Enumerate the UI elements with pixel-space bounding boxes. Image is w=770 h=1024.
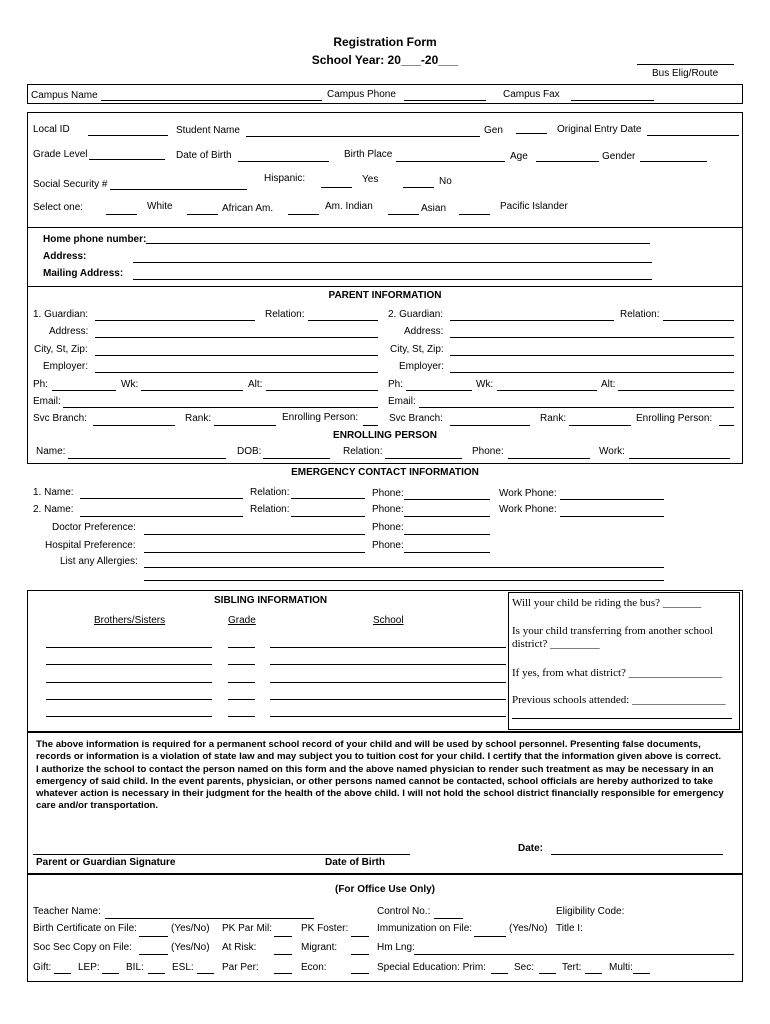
parent2-email-label: Email:: [388, 396, 416, 407]
campus-name-field[interactable]: [101, 100, 322, 101]
sibling-col-names: Brothers/Sisters: [94, 615, 166, 626]
allergies-label: List any Allergies:: [60, 556, 138, 567]
enrolling-name-field[interactable]: [68, 458, 226, 459]
emergency-relation1-field[interactable]: [291, 498, 365, 499]
emergency-relation2-label: Relation:: [250, 504, 290, 515]
original-entry-label: Original Entry Date: [557, 124, 642, 135]
lep-label: LEP:: [78, 962, 100, 973]
teacher-field[interactable]: [105, 918, 314, 919]
parent2-svc-field[interactable]: [450, 425, 530, 426]
hospital-phone-field[interactable]: [404, 552, 490, 553]
home-phone-label: Home phone number:: [43, 234, 147, 245]
campus-name-label: Campus Name: [31, 90, 98, 101]
doctor-label: Doctor Preference:: [52, 522, 136, 533]
gender-field[interactable]: [640, 161, 707, 162]
sibling-school-field-3[interactable]: [270, 682, 506, 683]
parent2-rank-field[interactable]: [569, 425, 631, 426]
previous-schools-question: Previous schools attended: _________________: [512, 694, 726, 706]
hospital-field[interactable]: [144, 552, 365, 553]
date-label: Date:: [518, 843, 544, 854]
pk-foster-field[interactable]: [351, 936, 369, 937]
campus-fax-label: Campus Fax: [503, 89, 560, 100]
date-of-birth-label: Date of Birth: [325, 857, 385, 868]
ssn-label: Social Security #: [33, 179, 108, 190]
emergency-phone2-field[interactable]: [404, 516, 490, 517]
address-field[interactable]: [133, 262, 652, 263]
immunization-field[interactable]: [474, 936, 506, 937]
parent2-address-label: Address:: [404, 326, 444, 337]
hispanic-yes-field[interactable]: [321, 187, 352, 188]
teacher-label: Teacher Name:: [33, 906, 101, 917]
age-label: Age: [510, 151, 528, 162]
sibling-name-field-3[interactable]: [46, 682, 212, 683]
allergies-field-1[interactable]: [144, 567, 664, 568]
enrolling-relation-field[interactable]: [385, 458, 462, 459]
emergency-work2-field[interactable]: [560, 516, 664, 517]
parent1-rank-field[interactable]: [214, 425, 276, 426]
pk-par-mil-label: PK Par Mil:: [222, 923, 273, 934]
emergency-name2-label: 2. Name:: [33, 504, 74, 515]
sibling-school-field-5[interactable]: [270, 716, 506, 717]
emergency-work2-label: Work Phone:: [499, 504, 557, 515]
student-name-field[interactable]: [246, 136, 480, 137]
enrolling-work-label: Work:: [599, 446, 625, 457]
enrolling-relation-label: Relation:: [343, 446, 383, 457]
special-ed-sec-field[interactable]: [539, 973, 556, 974]
immunization-yesno: (Yes/No): [509, 923, 548, 934]
mailing-address-label: Mailing Address:: [43, 268, 124, 279]
parent1-address-label: Address:: [49, 326, 89, 337]
sibling-school-field-4[interactable]: [270, 699, 506, 700]
migrant-field[interactable]: [351, 954, 369, 955]
parent1-enrolling-label: Enrolling Person:: [282, 412, 359, 423]
bil-field[interactable]: [148, 973, 165, 974]
ssn-field[interactable]: [110, 189, 247, 190]
student-box: [27, 112, 743, 287]
guardian1-label: 1. Guardian:: [33, 309, 89, 320]
bus-elig-line[interactable]: [637, 64, 734, 65]
esl-label: ESL:: [172, 962, 194, 973]
select-one-label: Select one:: [33, 202, 84, 213]
guardian2-relation-field[interactable]: [663, 320, 734, 321]
parent2-wk-label: Wk:: [476, 379, 494, 390]
special-ed-prim-label: Special Education: Prim:: [377, 962, 486, 973]
pk-par-mil-field[interactable]: [274, 936, 292, 937]
bus-question-box: [508, 592, 740, 730]
address-label: Address:: [43, 251, 87, 262]
parent1-employer-field[interactable]: [95, 372, 378, 373]
enrolling-work-field[interactable]: [629, 458, 730, 459]
signature-label: Parent or Guardian Signature: [36, 857, 176, 868]
parent1-alt-label: Alt:: [248, 379, 263, 390]
soc-sec-label: Soc Sec Copy on File:: [33, 942, 132, 953]
asian-label: Asian: [421, 203, 447, 214]
birth-place-label: Birth Place: [344, 149, 393, 160]
hispanic-no-field[interactable]: [403, 187, 434, 188]
guardian1-relation-field[interactable]: [308, 320, 378, 321]
migrant-label: Migrant:: [301, 942, 338, 953]
sibling-name-field-4[interactable]: [46, 699, 212, 700]
econ-label: Econ:: [301, 962, 327, 973]
soc-sec-field[interactable]: [139, 954, 168, 955]
parent2-email-field[interactable]: [419, 407, 734, 408]
emergency-work1-label: Work Phone:: [499, 488, 557, 499]
student-divider: [27, 227, 743, 228]
pk-foster-label: PK Foster:: [301, 923, 349, 934]
doctor-phone-label: Phone:: [372, 522, 404, 533]
african-am-field[interactable]: [187, 214, 218, 215]
parent2-address-field[interactable]: [450, 337, 734, 338]
birth-cert-label: Birth Certificate on File:: [33, 923, 137, 934]
enrolling-dob-label: DOB:: [237, 446, 262, 457]
parent2-alt-field[interactable]: [618, 390, 734, 391]
sibling-name-field-2[interactable]: [46, 664, 212, 665]
birth-cert-field[interactable]: [139, 936, 168, 937]
pacific-islander-label: Pacific Islander: [500, 201, 568, 212]
pacific-islander-field[interactable]: [459, 214, 490, 215]
at-risk-label: At Risk:: [222, 942, 257, 953]
form-title: Registration Form: [333, 35, 437, 49]
enrolling-name-label: Name:: [36, 446, 66, 457]
school-year: School Year: 20___-20___: [311, 53, 459, 67]
hospital-phone-label: Phone:: [372, 540, 404, 551]
from-district-question: If yes, from what district? _________________: [512, 667, 723, 679]
sibling-col-school: School: [373, 615, 404, 626]
enrolling-phone-label: Phone:: [472, 446, 504, 457]
asian-field[interactable]: [388, 214, 419, 215]
dob-field[interactable]: [238, 161, 329, 162]
parent1-enrolling-field[interactable]: [363, 425, 378, 426]
campus-fax-field[interactable]: [571, 100, 654, 101]
parent1-ph-label: Ph:: [33, 379, 49, 390]
mailing-address-field[interactable]: [133, 279, 652, 280]
am-indian-field[interactable]: [288, 214, 319, 215]
sibling-school-field-1[interactable]: [270, 647, 506, 648]
sibling-grade-field-2[interactable]: [228, 664, 255, 665]
enrolling-phone-field[interactable]: [508, 458, 590, 459]
parent1-employer-label: Employer:: [43, 361, 89, 372]
esl-field[interactable]: [197, 973, 214, 974]
office-heading: (For Office Use Only): [334, 884, 435, 895]
parent1-email-field[interactable]: [63, 407, 378, 408]
gender-label: Gender: [602, 151, 636, 162]
birth-cert-yesno: (Yes/No): [171, 923, 210, 934]
parent2-svc-label: Svc Branch:: [389, 413, 443, 424]
local-id-label: Local ID: [33, 124, 70, 135]
gen-label: Gen: [484, 125, 503, 136]
guardian2-relation-label: Relation:: [620, 309, 660, 320]
african-am-label: African Am.: [222, 203, 274, 214]
emergency-phone2-label: Phone:: [372, 504, 404, 515]
age-field[interactable]: [536, 161, 599, 162]
parent1-email-label: Email:: [33, 396, 61, 407]
campus-phone-label: Campus Phone: [327, 89, 396, 100]
at-risk-field[interactable]: [274, 954, 292, 955]
grade-level-label: Grade Level: [33, 149, 88, 160]
parent2-employer-label: Employer:: [399, 361, 445, 372]
soc-sec-yesno: (Yes/No): [171, 942, 210, 953]
previous-schools-field[interactable]: [512, 718, 732, 719]
parent1-ph-field[interactable]: [52, 390, 116, 391]
parent2-ph-label: Ph:: [388, 379, 404, 390]
special-ed-multi-label: Multi:: [609, 962, 633, 973]
special-ed-sec-label: Sec:: [514, 962, 535, 973]
grade-level-field[interactable]: [89, 159, 165, 160]
parent1-svc-label: Svc Branch:: [33, 413, 87, 424]
parent1-alt-field[interactable]: [266, 390, 378, 391]
parent2-rank-label: Rank:: [540, 413, 567, 424]
doctor-phone-field[interactable]: [404, 534, 490, 535]
parent1-address-field[interactable]: [95, 337, 378, 338]
emergency-relation2-field[interactable]: [291, 516, 365, 517]
parent2-city-label: City, St, Zip:: [390, 344, 444, 355]
hispanic-no-label: No: [439, 176, 452, 187]
transfer-question: Is your child transferring from another school district? _________: [512, 625, 713, 650]
doctor-field[interactable]: [144, 534, 365, 535]
sibling-grade-field-3[interactable]: [228, 682, 255, 683]
dob-label: Date of Birth: [176, 150, 232, 161]
emergency-name1-field[interactable]: [80, 498, 243, 499]
emergency-name1-label: 1. Name:: [33, 487, 74, 498]
hm-lng-label: Hm Lng:: [377, 942, 415, 953]
special-ed-tert-label: Tert:: [562, 962, 582, 973]
signature-field[interactable]: [33, 854, 410, 855]
sibling-grade-field-5[interactable]: [228, 716, 255, 717]
local-id-field[interactable]: [88, 135, 168, 136]
bus-question: Will your child be riding the bus? _______: [512, 597, 702, 609]
enrolling-heading: ENROLLING PERSON: [333, 430, 437, 441]
sibling-name-field-1[interactable]: [46, 647, 212, 648]
parent2-ph-field[interactable]: [406, 390, 472, 391]
parent2-employer-field[interactable]: [450, 372, 734, 373]
gen-field[interactable]: [516, 133, 547, 134]
parent1-city-field[interactable]: [95, 355, 378, 356]
guardian1-relation-label: Relation:: [265, 309, 305, 320]
special-ed-multi-field[interactable]: [633, 973, 650, 974]
control-field[interactable]: [434, 918, 463, 919]
am-indian-label: Am. Indian: [325, 201, 373, 212]
immunization-label: Immunization on File:: [377, 923, 473, 934]
emergency-phone1-field[interactable]: [404, 499, 490, 500]
hospital-label: Hospital Preference:: [45, 540, 136, 551]
econ-field[interactable]: [351, 973, 369, 974]
home-phone-field[interactable]: [146, 243, 650, 244]
allergies-field-2[interactable]: [144, 580, 664, 581]
white-field[interactable]: [106, 214, 137, 215]
guardian1-field[interactable]: [95, 320, 255, 321]
parent2-alt-label: Alt:: [601, 379, 616, 390]
parent2-enrolling-label: Enrolling Person:: [636, 413, 713, 424]
special-ed-tert-field[interactable]: [585, 973, 602, 974]
bus-elig-label: Bus Elig/Route: [652, 68, 719, 79]
sibling-grade-field-4[interactable]: [228, 699, 255, 700]
emergency-work1-field[interactable]: [560, 499, 664, 500]
parent1-city-label: City, St, Zip:: [34, 344, 88, 355]
parent1-rank-label: Rank:: [185, 413, 212, 424]
bil-label: BIL:: [126, 962, 144, 973]
emergency-phone1-label: Phone:: [372, 488, 404, 499]
parent2-wk-field[interactable]: [497, 390, 597, 391]
gift-field[interactable]: [54, 973, 71, 974]
parent2-city-field[interactable]: [450, 355, 734, 356]
title-i-label: Title I:: [556, 923, 583, 934]
gift-label: Gift:: [33, 962, 52, 973]
emergency-relation1-label: Relation:: [250, 487, 290, 498]
date-field[interactable]: [551, 854, 723, 855]
lep-field[interactable]: [102, 973, 119, 974]
hispanic-yes-label: Yes: [362, 174, 379, 185]
emergency-name2-field[interactable]: [80, 516, 243, 517]
sibling-col-grade: Grade: [228, 615, 256, 626]
hispanic-label: Hispanic:: [264, 173, 306, 184]
sibling-school-field-2[interactable]: [270, 664, 506, 665]
guardian2-label: 2. Guardian:: [388, 309, 444, 320]
student-name-label: Student Name: [176, 125, 240, 136]
eligibility-label: Eligibility Code:: [556, 906, 625, 917]
sibling-grade-field-1[interactable]: [228, 647, 255, 648]
white-label: White: [147, 201, 173, 212]
enrolling-dob-field[interactable]: [263, 458, 330, 459]
control-label: Control No.:: [377, 906, 431, 917]
parent-heading: PARENT INFORMATION: [328, 290, 442, 301]
special-ed-prim-field[interactable]: [491, 973, 508, 974]
guardian2-field[interactable]: [450, 320, 614, 321]
hm-lng-field[interactable]: [414, 954, 734, 955]
parent2-enrolling-field[interactable]: [719, 425, 734, 426]
par-per-field[interactable]: [274, 973, 292, 974]
emergency-heading: EMERGENCY CONTACT INFORMATION: [291, 467, 479, 478]
parent1-wk-field[interactable]: [141, 390, 243, 391]
disclaimer-text: The above information is required for a permanent school record of your child and will be used by school personnel. Presenting false documents, records or information is a violation of state law and may subject you to tuition cost for your child. I certify that the information given above is correct. I authorize the school to contact the person named on this form and the above named physician to render such treatment as may be necessary in an emergency of said child. In the event parents, physician, or other persons named cannot be contacted, school officials are hereby authorized to take whatever action is necessary in their judgment for the health of the above child. I will not hold the school district financially responsible for emergency care and/or transportation.: [36, 739, 724, 812]
par-per-label: Par Per:: [222, 962, 259, 973]
parent1-wk-label: Wk:: [121, 379, 139, 390]
campus-phone-field[interactable]: [404, 100, 486, 101]
sibling-heading: SIBLING INFORMATION: [214, 595, 328, 606]
birth-place-field[interactable]: [396, 161, 505, 162]
parent1-svc-field[interactable]: [93, 425, 175, 426]
original-entry-field[interactable]: [647, 135, 739, 136]
sibling-name-field-5[interactable]: [46, 716, 212, 717]
